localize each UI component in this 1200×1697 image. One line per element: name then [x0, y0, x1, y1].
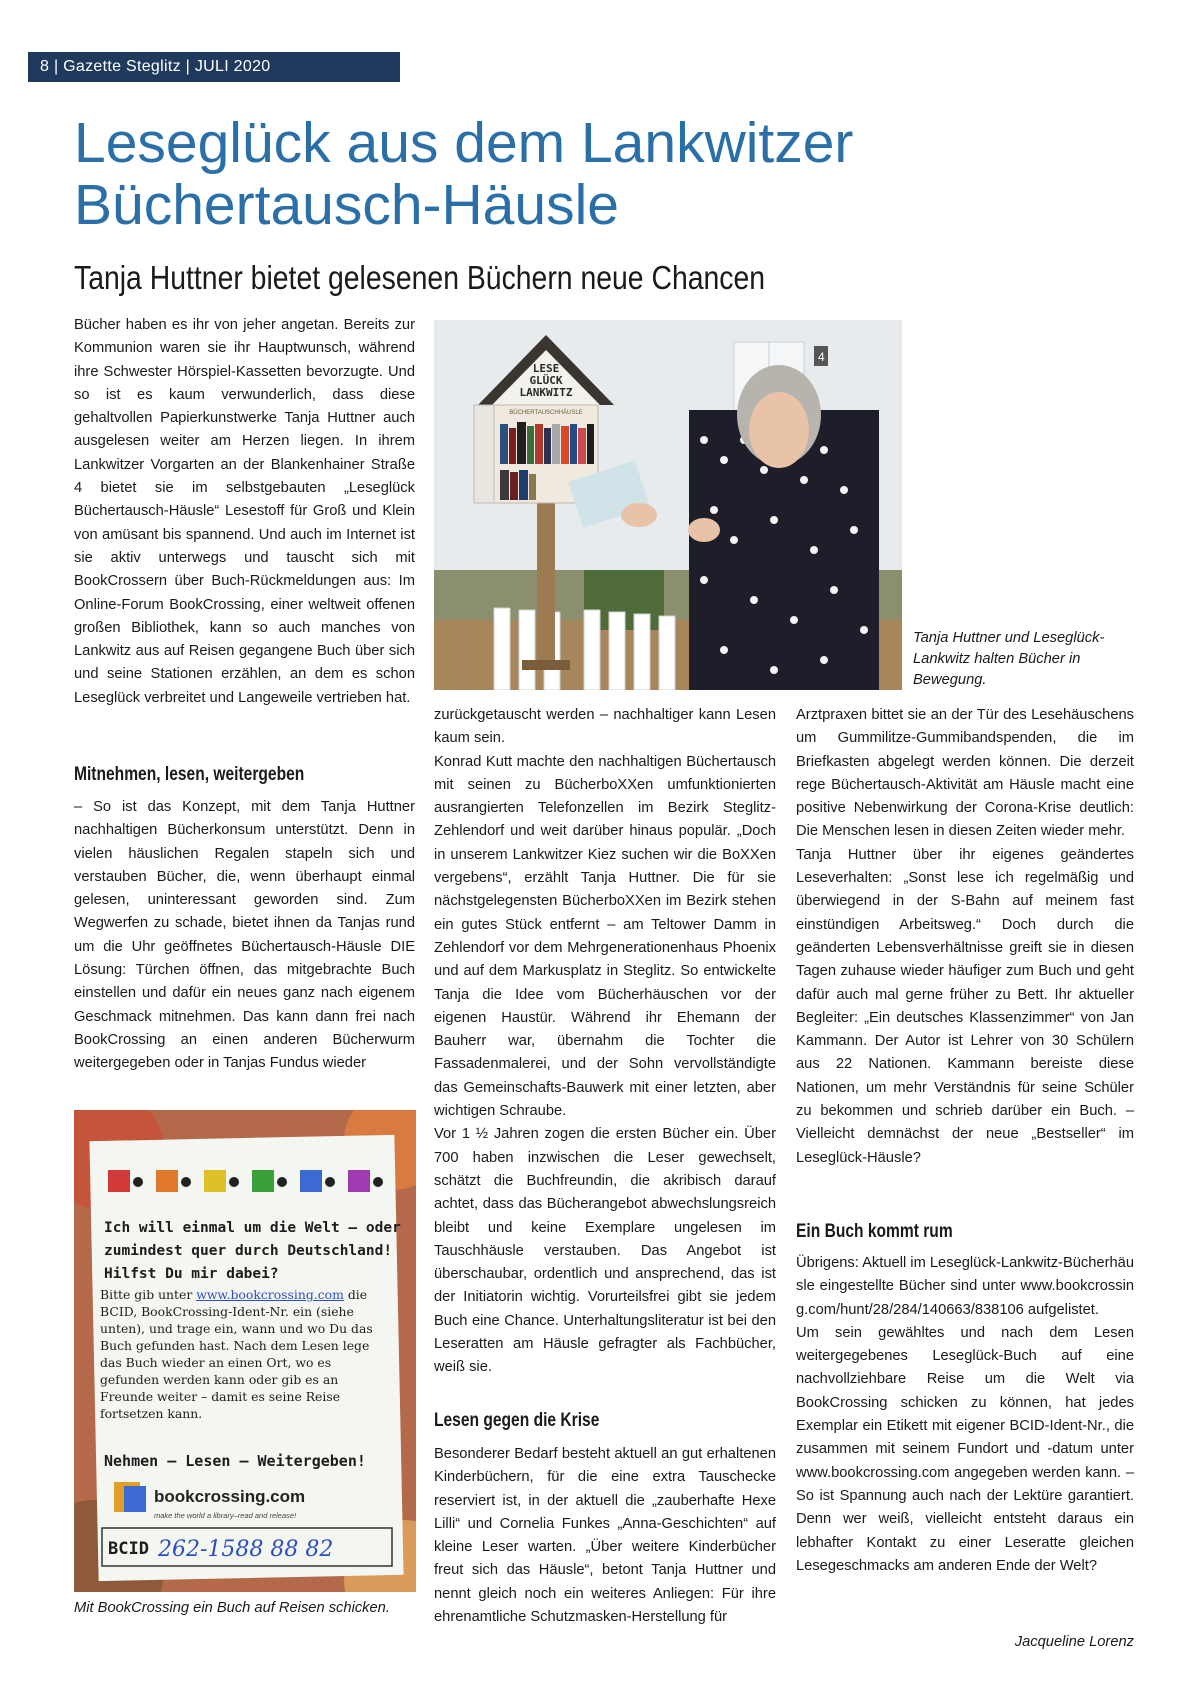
section1-col2-p2: Konrad Kutt machte den nachhaltigen Büchertausch mit seinen zu BücherboXXen umfunktionierten ausrangierten Telefonzellen im Bezirk Steglitz-Zehlendorf und weit darüber hinaus populär. „Doch in unserem Lankwitzer Kiez suchen wir die BoXXen vergebens“, erzählt Tanja Huttner. Die für sie nächstgelegensten BücherboXXen im Bezirk stehen ein gutes Stück entfernt – am Teltower Damm in Zehlendorf vor dem Mehrgenerationenhaus Phoenix und auf dem Markusplatz in Steglitz. So entwickelte Tanja die Idee vom Bücherhäuschen vor der eigenen Haustür. Während ihr Ehemann der Bauherr war, übernahm die Tochter die Fassadenmalerei, und der Sohn vervollständigte das Gemeinschafts-Bauwerk mit einer letzten, aber wichtigen Schraube.	[434, 753, 776, 1120]
heading-mitnehmen: Mitnehmen, lesen, weitergeben	[74, 764, 305, 785]
label-body-post: die BCID, BookCrossing-Ident-Nr. ein (siehe unten), und trage ein, wann und wo Du das Buch gefunden hast. Nach dem Lesen lege das Buch wieder an einen Ort, wo es gefunden werden kann oder gib es an Freunde weiter – damit es seine Reise fortsetzen kann.	[100, 1287, 373, 1421]
title-line-1: Leseglück aus dem Lankwitzer	[74, 111, 854, 175]
section1-col2	[434, 704, 776, 1380]
section3-p1: Übrigens: Aktuell im Leseglück-Lankwitz-Bücherhäusle eingestellte Bücher sind unter www.bookcrossing.com/hunt/28/284/140663/838106 aufgelistet.	[796, 1255, 1134, 1318]
sign-line-4: BÜCHERTAUSCHHÄUSLE	[509, 410, 583, 416]
page-header	[28, 52, 400, 82]
section1-col2-p1: zurückgetauscht werden – nachhaltiger kann Lesen kaum sein.	[434, 707, 776, 747]
intro-text	[74, 314, 415, 710]
label-link: www.bookcrossing.com	[196, 1287, 344, 1302]
house-number: 4	[818, 350, 825, 364]
article-subtitle: Tanja Huttner bietet gelesenen Büchern neue Chancen	[74, 259, 766, 296]
section3	[796, 1252, 1134, 1578]
header-text: 8 | Gazette Steglitz | JULI 2020	[40, 58, 271, 75]
sign-line-1: LESE	[532, 362, 560, 375]
label-body	[100, 1286, 390, 1422]
bcid-value: 262-1588 88 82	[158, 1537, 334, 1562]
intro-paragraph: Bücher haben es ihr von jeher angetan. Bereits zur Kommunion waren sie ihr Hauptwunsch, während ihre Schwester Hörspiel-Kassetten bevorzugte. Und so ist es kaum verwunderlich, dass diese gehaltvollen Papierkunstwerke Tanja Huttner auch ausgelesen weiter am Herzen liegen. In ihrem Lankwitzer Vorgarten an der Blankenhainer Straße 4 bietet sie im selbstgebauten „Leseglück Büchertausch-Häusle“ Lesestoff für Groß und Klein von amüsant bis spannend. Und auch im Internet ist sie aktiv unterwegs und tauscht sich mit BookCrossern über Buch-Rückmeldungen aus: Im Online-Forum BookCrossing, einer weltweit offenen großen Bibliothek, kann so auch manches von Lankwitz aus auf Reisen gegangene Buch über sich und seine Stationen erzählen, an dem es schon Leseglück verbreitet und Langeweile vertrieben hat.	[74, 317, 415, 706]
article-title	[74, 112, 1134, 236]
sign-line-2: GLÜCK	[529, 374, 563, 387]
photo-book-house	[434, 320, 902, 690]
section2-col2-paragraph: Besonderer Bedarf besteht aktuell an gut erhaltenen Kinderbüchern, für die eine extra Tauschecke reserviert ist, in der aktuell die „zauberhafte Hexe Lilli“ und Cornelia Funkes „Anna-Geschichten“ auf kleine Leser warten. „Über weitere Kinderbücher freut sich das Häusle“, betont Tanja Huttner und nennt gleich noch ein weiteres Anliegen: Für ihre ehrenamtliche Schutzmasken-Herstellung für	[434, 1446, 776, 1626]
label-slogan: Nehmen – Lesen – Weitergeben!	[104, 1452, 366, 1470]
heading-ein-buch-kommt-rum: Ein Buch kommt rum	[796, 1221, 953, 1242]
label-line-3: Hilfst Du mir dabei?	[104, 1266, 279, 1282]
section2-col3-p1: Arztpraxen bittet sie an der Tür des Lesehäuschens um Gummilitze-Gummibandspenden, die im Briefkasten abgelegt werden können. Die derzeit rege Büchertausch-Aktivität am Häusle macht eine positive Nebenwirkung der Corona-Krise deutlich: Die Menschen lesen in diesen Zeiten wieder mehr.	[796, 707, 1134, 840]
section2-col3	[796, 704, 1134, 1170]
heading-lesen-gegen-die-krise: Lesen gegen die Krise	[434, 1410, 600, 1431]
label-line-1: Ich will einmal um die Welt – oder	[104, 1220, 401, 1236]
section3-p2: Um sein gewähltes und nach dem Lesen weitergegebenes Leseglück-Buch auf eine nachvollziehbare Reise um die Welt via BookCrossing schicken zu können, hat jedes Exemplar ein Etikett mit eigener BCID-Ident-Nr., die zusammen mit seinem Fundort und -datum unter www.bookcrossing.com angegeben werden kann. – So ist Spannung auch nach der Lektüre garantiert. Denn wer weiß, vielleicht entsteht daraus ein lebhafter Kontakt zu einer Leseratte gleichen Lesegeschmacks am anderen Ende der Welt?	[796, 1324, 1134, 1574]
logo-text: bookcrossing.com	[154, 1487, 306, 1506]
logo-tagline: make the world a library–read and release!	[154, 1511, 297, 1520]
photo1-caption: Tanja Huttner und Leseglück-Lankwitz halten Bücher in Bewegung.	[913, 630, 1105, 688]
section1-col1	[74, 796, 415, 1076]
label-body-pre: Bitte gib unter	[100, 1287, 193, 1302]
section1-paragraph-col1: – So ist das Konzept, mit dem Tanja Huttner nachhaltigen Bücherkonsum unterstützt. Denn in vielen häuslichen Regalen stapeln sich und verstauben Bücher, die, wenn überhaupt einmal gelesen, uninteressant geworden sind. Zum Wegwerfen zu schade, bietet ihnen da Tanjas rund um die Uhr geöffnetes Büchertausch-Häusle DIE Lösung: Türchen öffnen, das mitgebrachte Buch einstellen und dafür ein neues ganz nach eigenem Geschmack mitnehmen. Das kann dann frei nach BookCrossing an einen anderen Bücherwurm weitergegeben oder in Tanjas Fundus wieder	[74, 799, 415, 1072]
section2-col2	[434, 1443, 776, 1629]
bcid-label: BCID	[108, 1539, 149, 1559]
section2-col3-p2: Tanja Huttner über ihr eigenes geändertes Leseverhalten: „Sonst lese ich regelmäßig und überwiegend in der S-Bahn auf meinem fast einstündigen Arbeitsweg.“ Doch durch die geänderten Lebensverhältnisse greift sie in diesen Tagen zuhause wieder häufiger zum Buch und geht dafür auch mal gerne früher zu Bett. Ihr aktueller Begleiter: „Ein deutsches Klassenzimmer“ von Jan Kammann. Der Autor ist Lehrer von 30 Schülern aus 22 Nationen. Kammann bereiste diese Nationen, um mehr Verständnis für seine Schüler zu bekommen und schrieb darüber ein Buch. – Vielleicht demnächst der neue „Bestseller“ im Leseglück-Häusle?	[796, 846, 1134, 1166]
photo-bookcrossing-label	[74, 1110, 416, 1592]
label-line-2: zumindest quer durch Deutschland!	[104, 1243, 393, 1259]
sign-line-3: LANKWITZ	[519, 386, 573, 399]
author-byline: Jacqueline Lorenz	[1014, 1634, 1134, 1650]
title-line-2: Büchertausch-Häusle	[74, 173, 619, 237]
photo2-caption: Mit BookCrossing ein Buch auf Reisen schicken.	[74, 1600, 390, 1616]
section1-col2-p3: Vor 1 ½ Jahren zogen die ersten Bücher ein. Über 700 haben inzwischen die Leser gewechselt, schätzt die Buchfreundin, die akribisch darauf achtet, dass das Bücherangebot abwechslungsreich bleibt und keine Exemplare ungelesen im Tauschhäusle verstauben. Das Angebot ist überschaubar, ordentlich und ansprechend, das ist der Initiatorin wichtig. Vorurteilsfrei gibt sie jedem Buch eine Chance. Unterhaltungsliteratur ist bei den Leseratten am Häusle gefragter als Fachbücher, weiß sie.	[434, 1126, 776, 1376]
